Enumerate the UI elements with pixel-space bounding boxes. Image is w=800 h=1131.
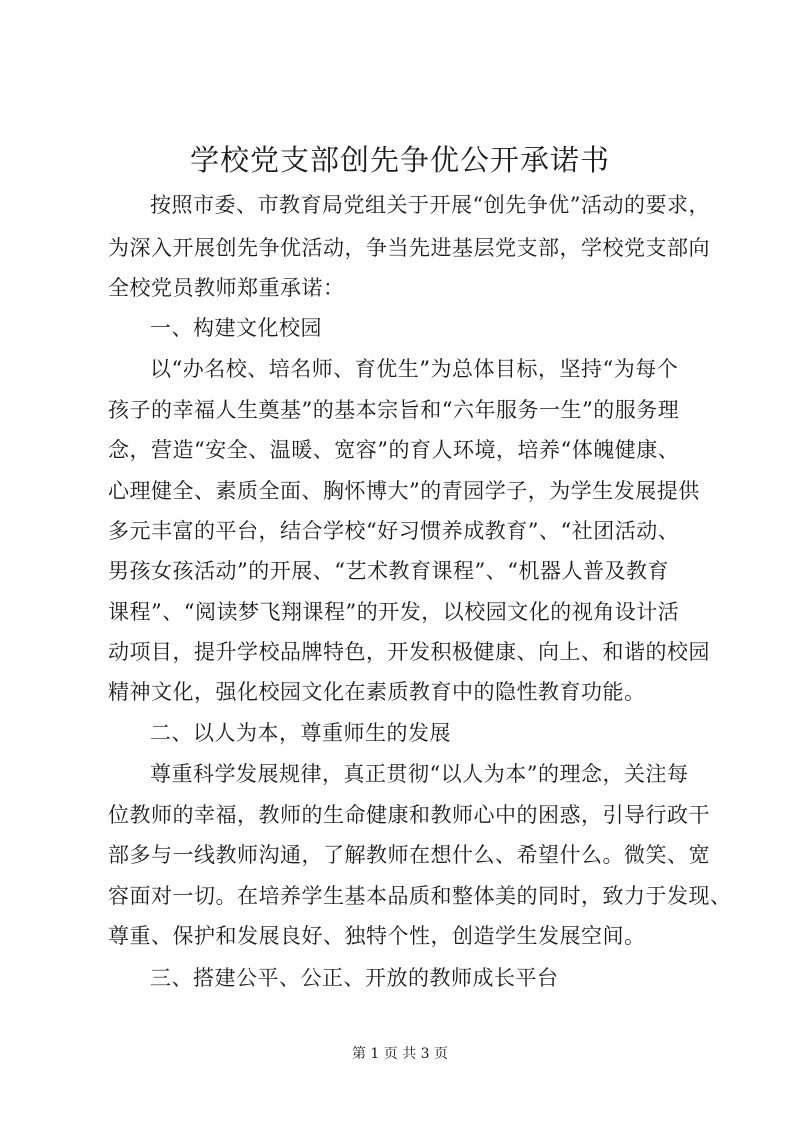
body-line-11: 课程”、“阅读梦飞翔课程”的开发，以校园文化的视角设计活: [108, 600, 680, 624]
body-line-1: 按照市委、市教育局党组关于开展“创先争优”活动的要求，: [150, 193, 710, 217]
body-line-8: 心理健全、素质全面、胸怀博大”的青园学子，为学生发展提供: [108, 479, 700, 503]
body-line-10: 男孩女孩活动”的开展、“艺术教育课程”、“机器人普及教育: [108, 559, 669, 583]
body-line-6: 孩子的幸福人生奠基”的基本宗旨和“六年服务一生”的服务理: [108, 398, 680, 422]
body-line-15: 尊重科学发展规律，真正贯彻“以人为本”的理念，关注每: [150, 762, 689, 786]
body-line-2: 为深入开展创先争优活动，争当先进基层党支部，学校党支部向: [108, 236, 710, 260]
page-indicator: 第 1 页 共 3 页: [351, 1046, 449, 1062]
body-line-17: 部多与一线教师沟通，了解教师在想什么、希望什么。微笑、宽: [108, 843, 710, 867]
body-line-3: 全校党员教师郑重承诺：: [108, 276, 345, 300]
body-line-18: 容面对一切。在培养学生基本品质和整体美的同时，致力于发现、: [108, 884, 732, 908]
section-heading-2: 二、以人为本，尊重师生的发展: [150, 721, 451, 745]
body-line-13: 精神文化，强化校园文化在素质教育中的隐性教育功能。: [108, 680, 646, 704]
body-line-9: 多元丰富的平台，结合学校“好习惯养成教育”、“社团活动、: [108, 519, 680, 543]
section-heading-3: 三、搭建公平、公正、开放的教师成长平台: [150, 966, 559, 990]
section-heading-1: 一、构建文化校园: [150, 316, 322, 340]
body-line-7: 念，营造“安全、温暖、宽容”的育人环境，培养“体魄健康、: [108, 438, 680, 462]
body-line-19: 尊重、保护和发展良好、独特个性，创造学生发展空间。: [108, 924, 646, 948]
document-title: 学校党支部创先争优公开承诺书: [189, 143, 610, 177]
body-line-12: 动项目，提升学校品牌特色，开发积极健康、向上、和谐的校园: [108, 640, 710, 664]
body-line-5: 以“办名校、培名师、育优生”为总体目标，坚持“为每个: [150, 357, 679, 381]
body-line-16: 位教师的幸福，教师的生命健康和教师心中的困惑，引导行政干: [108, 803, 710, 827]
